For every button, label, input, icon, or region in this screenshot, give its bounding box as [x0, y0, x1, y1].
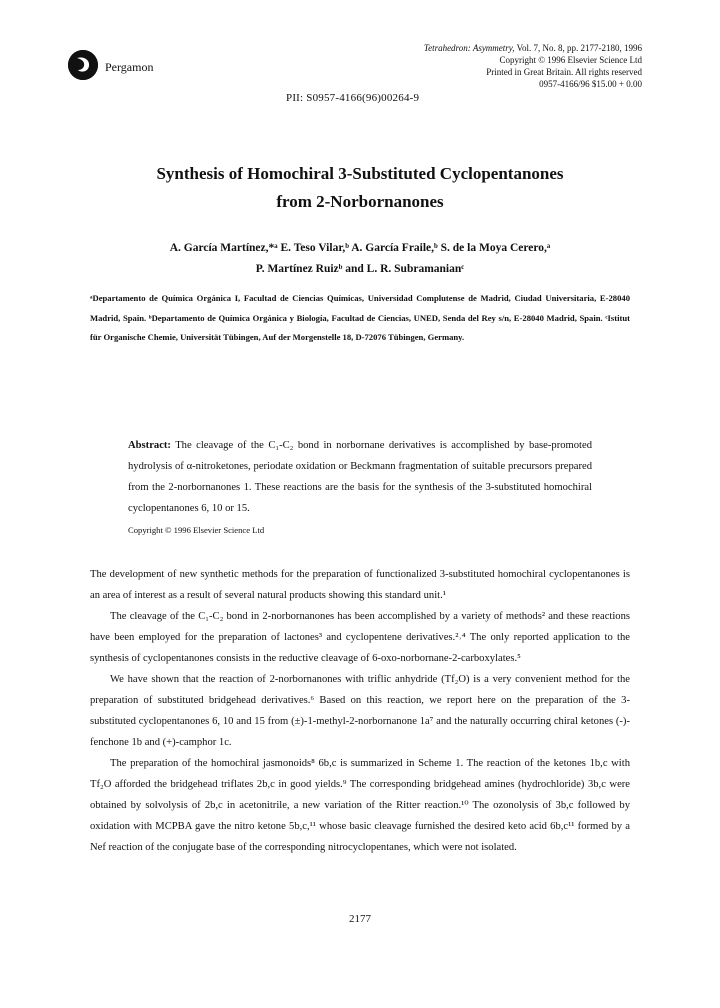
article-body — [90, 564, 630, 858]
abstract-text: The cleavage of the C₁-C₂ bond in norbornane derivatives is accomplished by base-promoted hydrolysis of α-nitroketones, periodate oxidation or Beckmann fragmentation of suitable precursors prepared from the 2-norbornanones 1. These reactions are the basis for the synthesis of the 3-substituted homochiral cyclopentanones 6, 10 or 15. — [128, 440, 592, 514]
title-line-2: from 2-Norbornanones — [276, 192, 444, 211]
abstract-copyright: Copyright © 1996 Elsevier Science Ltd — [128, 525, 265, 535]
journal-title: Tetrahedron: Asymmetry, — [423, 43, 515, 53]
body-paragraph-1: The development of new synthetic methods for the preparation of functionalized 3-substituted homochiral cyclopentanones is an area of interest as a result of several natural products showing this standard unit.¹ — [90, 569, 630, 601]
pergamon-logo-icon — [68, 50, 98, 80]
abstract-label: Abstract: — [128, 440, 171, 451]
pergamon-logo-graphic — [68, 50, 98, 80]
journal-info — [312, 42, 642, 90]
journal-issue: Vol. 7, No. 8, pp. 2177-2180, 1996 — [516, 43, 642, 53]
journal-printed: Printed in Great Britain. All rights reserved — [486, 67, 642, 77]
body-paragraph-4: The preparation of the homochiral jasmonoids⁸ 6b,c is summarized in Scheme 1. The reaction of the ketones 1b,c with Tf₂O afforded the bridgehead triflates 2b,c in good yields.⁹ The corresponding bridgehead amines (hydrochloride) 3b,c were obtained by solvolysis of 2b,c in acetonitrile, a new variation of the Ritter reaction.¹⁰ The ozonolysis of 3b,c followed by oxidation with MCPBA gave the nitro ketone 5b,c,¹¹ whose basic cleavage furnished the desired keto acid 6b,c¹¹ formed by a Nef reaction of the conjugate base of the corresponding nitrocyclopentanes, which were not isolated. — [90, 758, 630, 853]
article-title — [60, 160, 660, 216]
journal-price: 0957-4166/96 $15.00 + 0.00 — [539, 79, 642, 89]
title-line-1: Synthesis of Homochiral 3-Substituted Cyclopentanones — [156, 164, 564, 183]
body-paragraph-3: We have shown that the reaction of 2-norbornanones with triflic anhydride (Tf₂O) is a very convenient method for the preparation of substituted bridgehead derivatives.⁶ Based on this reaction, we report here on the preparation of the 3-substituted cyclopentanones 6, 10 and 15 from (±)-1-methyl-2-norbornanone 1a⁷ and the naturally occurring chiral ketones (-)-fenchone 1b and (+)-camphor 1c. — [90, 674, 630, 748]
publisher-name: Pergamon — [105, 60, 154, 74]
journal-citation — [312, 42, 642, 54]
affiliations: ᵃDepartamento de Química Orgánica I, Facultad de Ciencias Químicas, Universidad Complutense de Madrid, Ciudad Universitaria, E-28040 Madrid, Spain. ᵇDepartamento de Química Orgánica y Biología, Facultad de Ciencias, UNED, Senda del Rey s/n, E-28040 Madrid, Spain. ᶜIstitut für Organische Chemie, Universität Tübingen, Auf der Morgenstelle 18, D-72076 Tübingen, Germany. — [90, 293, 630, 342]
journal-copyright: Copyright © 1996 Elsevier Science Ltd — [499, 55, 642, 65]
authors-line-2: P. Martínez Ruizᵇ and L. R. Subramanianᶜ — [255, 263, 465, 275]
abstract — [128, 435, 592, 519]
body-paragraph-2: The cleavage of the C₁-C₂ bond in 2-norbornanones has been accomplished by a variety of methods² and these reactions have been employed for the preparation of lactones³ and cyclopentene derivatives.²˒⁴ The only reported application to the synthesis of cyclopentanones consists in the reductive cleavage of 6-oxo-norbornane-2-carboxylates.⁵ — [90, 611, 630, 664]
pii-identifier: PII: S0957-4166(96)00264-9 — [286, 92, 420, 104]
author-list — [60, 238, 660, 280]
page-number: 2177 — [349, 913, 371, 925]
authors-line-1: A. García Martínez,*ᵃ E. Teso Vilar,ᵇ A. García Fraile,ᵇ S. de la Moya Cerero,ᵃ — [169, 242, 551, 254]
